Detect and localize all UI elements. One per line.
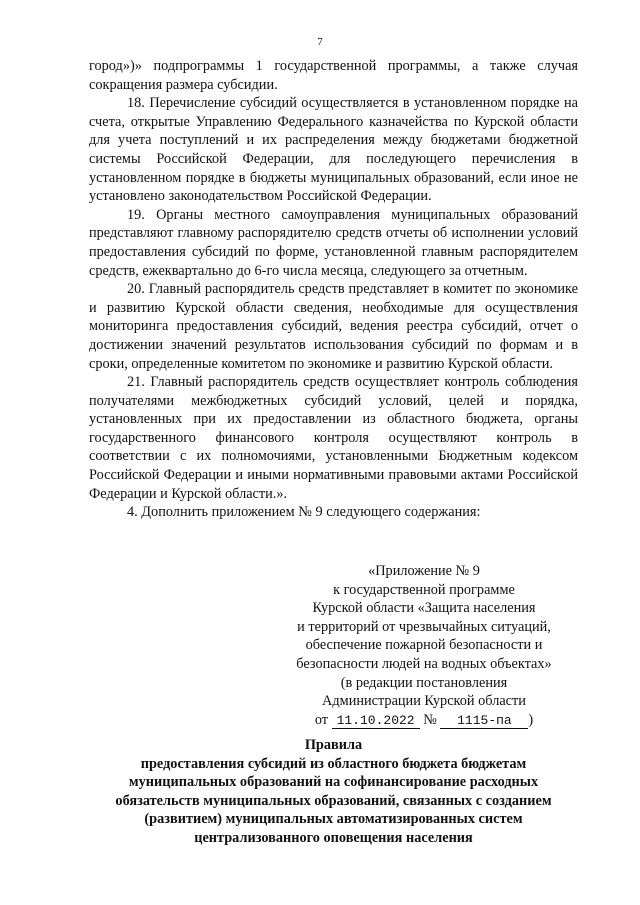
number-prefix: № <box>423 711 437 728</box>
appendix-line: и территорий от чрезвычайных ситуаций, <box>297 618 551 635</box>
rules-title <box>89 736 578 848</box>
appendix-header-block <box>270 562 578 729</box>
decree-date-number-line <box>270 711 578 730</box>
closing-paren: ) <box>528 711 534 728</box>
page-number: 7 <box>317 36 323 48</box>
decree-number: 1115-па <box>440 713 528 729</box>
title-heading: Правила <box>304 737 363 753</box>
date-prefix: от <box>314 711 329 728</box>
paragraph-19: 19. Органы местного самоуправления муниципальных образований представляют главному распорядителю средств отчеты об исполнении условий предоставления субсидий по форме, установленной главным распорядителем средств, ежеквартально до 6-го числа месяца, следующего за отчетным. <box>89 206 578 279</box>
appendix-line: безопасности людей на водных объектах» <box>296 655 552 672</box>
paragraph-20: 20. Главный распорядитель средств представляет в комитет по экономике и развитию Курской области сведения, необходимые для осуществления мониторинга предоставления субсидий, ведения реестра субсидий, отчет о достижении значений результатов использования субсидий по формам и в сроки, определенные комитетом по экономике и развитию Курской области. <box>89 281 578 372</box>
title-line: (развитием) муниципальных автоматизированных систем <box>144 811 523 828</box>
title-line: обязательств муниципальных образований, связанных с созданием <box>115 792 552 809</box>
title-line: централизованного оповещения населения <box>194 829 473 846</box>
appendix-line: обеспечение пожарной безопасности и <box>305 637 543 654</box>
appendix-line: к государственной программе <box>333 581 515 598</box>
title-line: муниципальных образований на софинансирование расходных <box>128 774 539 791</box>
paragraph-21: 21. Главный распорядитель средств осуществляет контроль соблюдения получателями межбюджетных субсидий условий, целей и порядка, установленных при их предоставлении из областного бюджета, органы государственного финансового контроля осуществляют контроль в соответствии с их полномочиями, установленными Бюджетным кодексом Российской Федерации и иными нормативными правовыми актами Российской Федерации и Курской области.». <box>89 374 578 502</box>
appendix-line: (в редакции постановления <box>340 674 508 691</box>
paragraph-item-4: 4. Дополнить приложением № 9 следующего содержания: <box>127 504 481 521</box>
decree-date: 11.10.2022 <box>332 713 420 729</box>
appendix-line: Администрации Курской области <box>322 693 526 710</box>
appendix-line: «Приложение № 9 <box>368 563 480 579</box>
paragraph-continuation: город»)» подпрограммы 1 государственной программы, а также случая сокращения размера субсидии. <box>89 58 578 93</box>
body-text <box>89 57 578 522</box>
paragraph-18: 18. Перечисление субсидий осуществляется в установленном порядке на счета, открытые Управлению Федерального казначейства по Курской области для учета поступлений и их распределения между бюджетами бюджетной системы Российской Федерации, для последующего перечисления в установленном порядке в бюджеты муниципальных образований, если иное не установлено законодательством Российской Федерации. <box>89 95 578 205</box>
appendix-line: Курской области «Защита населения <box>312 600 536 617</box>
title-line: предоставления субсидий из областного бюджета бюджетам <box>140 755 527 772</box>
